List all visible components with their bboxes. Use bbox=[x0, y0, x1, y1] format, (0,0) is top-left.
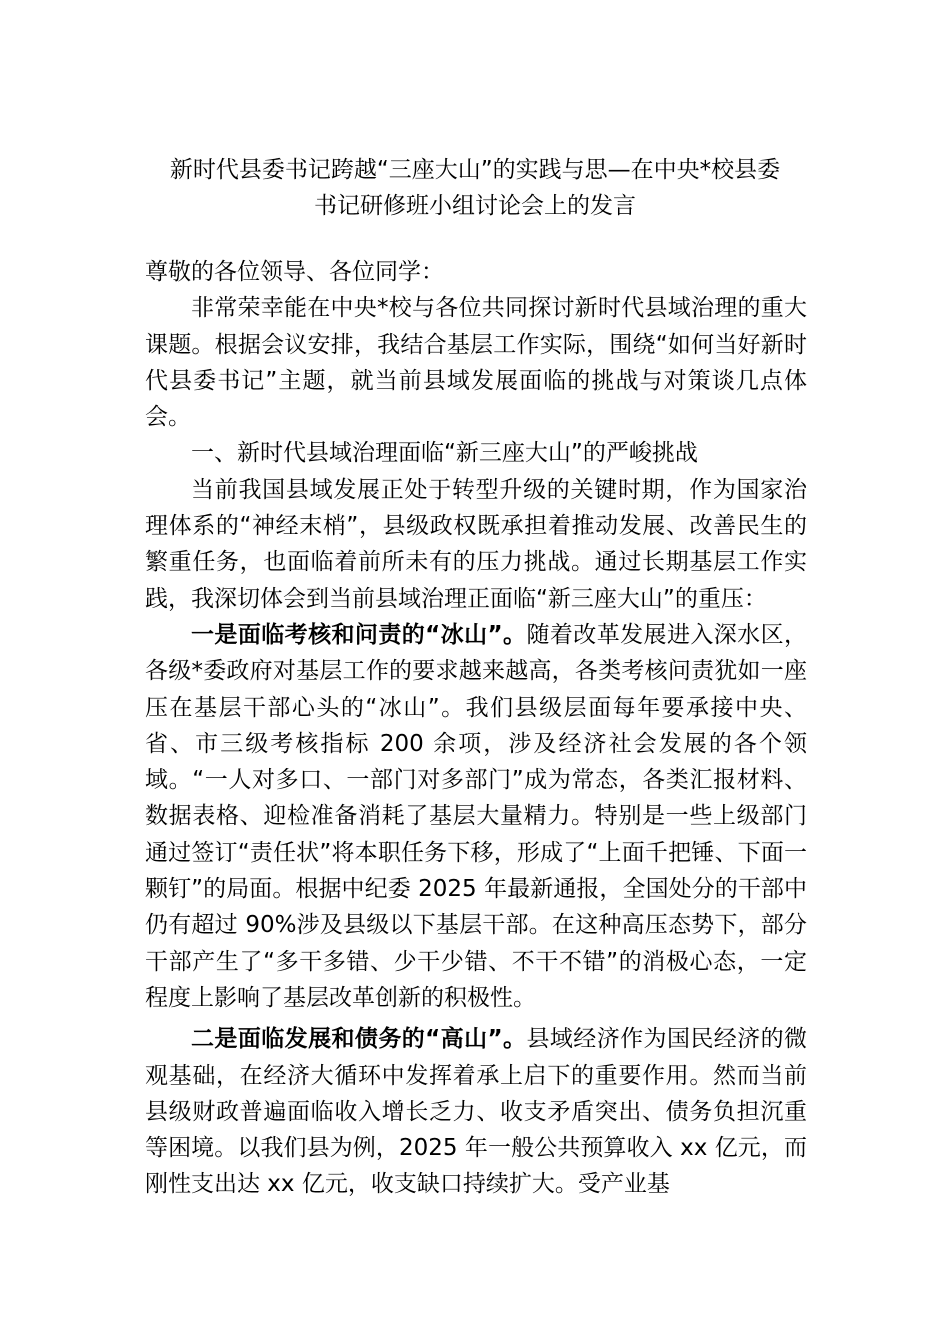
salutation: 尊敬的各位领导、各位同学： bbox=[145, 259, 444, 285]
section-heading-1: 一、新时代县域治理面临“新三座大山”的严峻挑战 bbox=[191, 440, 698, 467]
document-body bbox=[145, 254, 807, 1203]
paragraph-intro: 非常荣幸能在中央*校与各位共同探讨新时代县域治理的重大课题。根据会议安排，我结合基层工作实际，围绕“如何当好新时代县委书记”主题，就当前县域发展面临的挑战与对策谈几点体会。 bbox=[145, 295, 807, 431]
title-line-1: 新时代县委书记跨越“三座大山”的实践与思—在中央*校县委 bbox=[169, 157, 781, 183]
point-2-text: 县域经济作为国民经济的微观基础，在经济大循环中发挥着承上启下的重要作用。然而当前县级财政普遍面临收入增长乏力、收支矛盾突出、债务负担沉重等困境。以我们县为例，2025 年一般公共预算收入 xx 亿元，而刚性支出达 xx 亿元，收支缺口持续扩大。受产业基 bbox=[145, 1026, 808, 1198]
point-2-lead: 二是面临发展和债务的“高山”。 bbox=[191, 1026, 527, 1053]
paragraph-context: 当前我国县域发展正处于转型升级的关键时期，作为国家治理体系的“神经末梢”，县级政权既承担着推动发展、改善民生的繁重任务，也面临着前所未有的压力挑战。通过长期基层工作实践，我深切体会到当前县域治理正面临“新三座大山”的重压： bbox=[145, 476, 807, 612]
paragraph-point-2 bbox=[145, 1021, 807, 1202]
document-title bbox=[120, 152, 830, 224]
point-1-text: 随着改革发展进入深水区，各级*委政府对基层工作的要求越来越高，各类考核问责犹如一座压在基层干部心头的“冰山”。我们县级层面每年要承接中央、省、市三级考核指标 200 余项，涉及经济社会发展的各个领域。“一人对多口、一部门对多部门”成为常态，各类汇报材料、数据表格、迎检准备消耗了基层大量精力。特别是一些上级部门通过签订“责任状”将本职任务下移，形成了“上面千把锤、下面一颗钉”的局面。根据中纪委 2025 年最新通报，全国处分的干部中仍有超过 90%涉及县级以下基层干部。在这种高压态势下，部分干部产生了“多干多错、少干少错、不干不错”的消极心态，一定程度上影响了基层改革创新的积极性。 bbox=[145, 621, 808, 1011]
paragraph-point-1 bbox=[145, 617, 807, 1016]
point-1-lead: 一是面临考核和问责的“冰山”。 bbox=[191, 621, 527, 648]
title-line-2: 书记研修班小组讨论会上的发言 bbox=[314, 193, 636, 219]
